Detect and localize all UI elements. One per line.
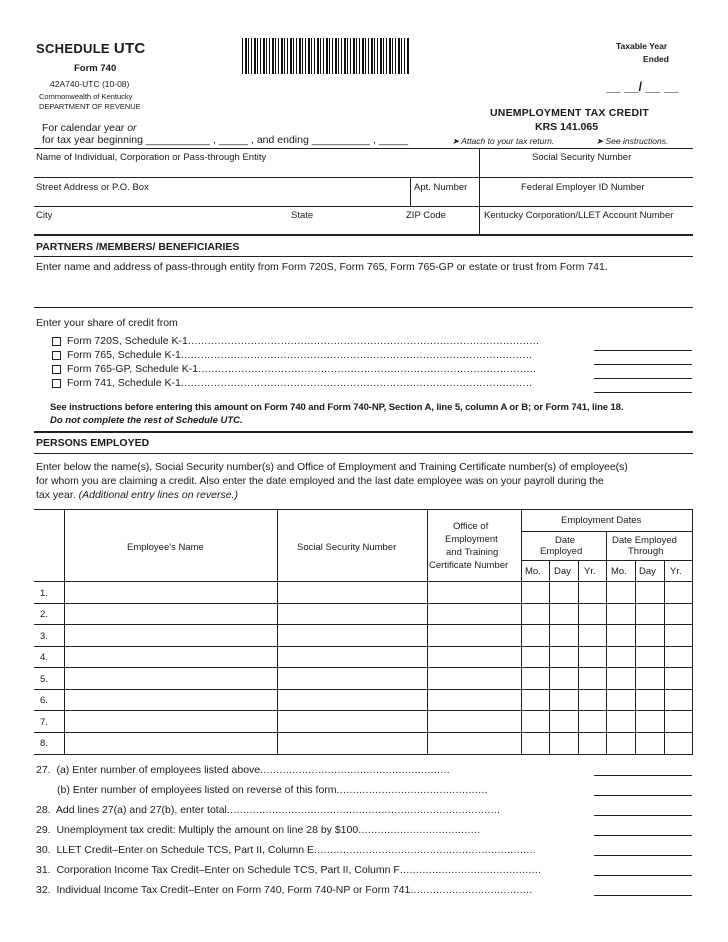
form-720s-label: Form 720S, Schedule K-1.......................................................................................................... xyxy=(67,335,540,347)
divider xyxy=(34,431,693,433)
row-number: 4. xyxy=(40,652,48,663)
divider xyxy=(34,307,693,308)
name-field[interactable] xyxy=(34,162,479,176)
persons-instruction-3: tax year. (Additional entry lines on reverse.) xyxy=(36,489,238,501)
zip-field[interactable] xyxy=(400,220,478,233)
employee-row-4[interactable] xyxy=(65,647,692,667)
form-765gp-label: Form 765-GP, Schedule K-1...................................................................................................... xyxy=(67,363,537,375)
row-number: 1. xyxy=(40,588,48,599)
line-28-amount-field[interactable] xyxy=(594,815,692,816)
form-765-checkbox[interactable] xyxy=(52,351,61,360)
row-number: 5. xyxy=(40,674,48,685)
divider xyxy=(34,256,693,257)
employee-row-2[interactable] xyxy=(65,604,692,624)
share-of-credit-label: Enter your share of credit from xyxy=(36,317,178,329)
divider xyxy=(34,148,693,149)
divider xyxy=(34,234,693,236)
tax-year-period-field[interactable]: for tax year beginning ___________ , _____ , and ending __________ , _____ xyxy=(42,134,409,146)
line-32: 32. Individual Income Tax Credit–Enter on Form 740, Form 740-NP or Form 741...................................... xyxy=(36,884,533,896)
krs-reference: KRS 141.065 xyxy=(535,121,599,133)
schedule-title xyxy=(36,40,146,57)
city-field-label: City xyxy=(36,210,53,221)
table-border xyxy=(34,509,693,510)
form-number: Form 740 xyxy=(74,63,117,74)
col-employee-name: Employee's Name xyxy=(127,542,204,553)
form-741-label: Form 741, Schedule K-1.......................................................................................................... xyxy=(67,377,533,389)
address-field[interactable] xyxy=(34,192,409,205)
line-29-amount-field[interactable] xyxy=(594,835,692,836)
see-instructions-note: ➤ See instructions. xyxy=(596,136,669,146)
line-28: 28. Add lines 27(a) and 27(b), enter total..................................................................................... xyxy=(36,804,501,816)
taxable-year-field[interactable]: __ __/ __ __ xyxy=(606,79,679,94)
city-field[interactable] xyxy=(34,220,284,233)
line-31: 31. Corporation Income Tax Credit–Enter on Schedule TCS, Part II, Column F............................................ xyxy=(36,864,542,876)
apt-field[interactable] xyxy=(411,192,478,205)
col-employment-dates: Employment Dates xyxy=(561,515,642,526)
form-741-amount-field[interactable] xyxy=(594,392,692,393)
col-yr-through: Yr. xyxy=(670,566,682,577)
divider xyxy=(34,453,693,454)
employee-row-1[interactable] xyxy=(65,582,692,603)
table-border xyxy=(521,560,693,561)
department: DEPARTMENT OF REVENUE xyxy=(39,102,141,111)
employee-row-6[interactable] xyxy=(65,690,692,710)
line-27b-amount-field[interactable] xyxy=(594,795,692,796)
schedule-name: UTC xyxy=(113,40,146,57)
apt-field-label: Apt. Number xyxy=(414,182,468,193)
table-border xyxy=(692,509,693,754)
persons-instruction-2: for whom you are claiming a credit. Also enter the date employed and the last date employee was on your payroll during the xyxy=(36,475,604,487)
line-30-amount-field[interactable] xyxy=(594,855,692,856)
row-number: 7. xyxy=(40,717,48,728)
form-720s-amount-field[interactable] xyxy=(594,350,692,351)
col-day-through: Day xyxy=(639,566,656,577)
table-border xyxy=(521,531,693,532)
col-date-through-2: Through xyxy=(628,546,664,557)
ended-label: Ended xyxy=(643,54,669,64)
line-27b: (b) Enter number of employees listed on reverse of this form............................................... xyxy=(57,784,488,796)
commonwealth: Commonwealth of Kentucky xyxy=(39,92,133,101)
form-741-checkbox[interactable] xyxy=(52,379,61,388)
ssn-field[interactable] xyxy=(481,162,691,176)
employee-row-5[interactable] xyxy=(65,668,692,689)
line-27a-amount-field[interactable] xyxy=(594,775,692,776)
fein-field-label: Federal Employer ID Number xyxy=(521,182,645,193)
row-number: 8. xyxy=(40,738,48,749)
ky-account-field[interactable] xyxy=(481,220,691,233)
line-32-amount-field[interactable] xyxy=(594,895,692,896)
line-29: 29. Unemployment tax credit: Multiply the amount on line 28 by $100...................................... xyxy=(36,824,481,836)
row-number: 2. xyxy=(40,609,48,620)
persons-instruction-1: Enter below the name(s), Social Security number(s) and Office of Employment and Training Certificate number(s) of employee(s) xyxy=(36,461,628,473)
col-day-employed: Day xyxy=(554,566,571,577)
col-office-1: Office of xyxy=(453,521,489,532)
attach-note: ➤ Attach to your tax return. xyxy=(452,136,555,146)
col-yr-employed: Yr. xyxy=(584,566,596,577)
address-field-label: Street Address or P.O. Box xyxy=(36,182,149,193)
partners-note: See instructions before entering this amount on Form 740 and Form 740-NP, Section A, line 5, column A or B; or Form 741, line 18. xyxy=(50,402,624,413)
col-ssn: Social Security Number xyxy=(297,542,397,553)
form-765-amount-field[interactable] xyxy=(594,364,692,365)
state-field-label: State xyxy=(291,210,314,221)
name-field-label: Name of Individual, Corporation or Pass-through Entity xyxy=(36,152,267,163)
col-date-through-1: Date Employed xyxy=(612,535,677,546)
row-number: 6. xyxy=(40,695,48,706)
form-765-label: Form 765, Schedule K-1.......................................................................................................... xyxy=(67,349,533,361)
partners-note-stop: Do not complete the rest of Schedule UTC. xyxy=(50,415,243,426)
schedule-prefix: SCHEDULE xyxy=(36,41,110,56)
col-mo-employed: Mo. xyxy=(525,566,541,577)
pass-through-entity-field[interactable] xyxy=(34,278,692,306)
table-border xyxy=(34,754,693,755)
row-number: 3. xyxy=(40,631,48,642)
form-765gp-amount-field[interactable] xyxy=(594,378,692,379)
form-title: UNEMPLOYMENT TAX CREDIT xyxy=(490,107,649,119)
line-30: 30. LLET Credit–Enter on Schedule TCS, Part II, Column E..................................................................... xyxy=(36,844,537,856)
employee-row-3[interactable] xyxy=(65,625,692,646)
ssn-field-label: Social Security Number xyxy=(532,152,632,163)
col-office-3: and Training xyxy=(446,547,499,558)
form-765gp-checkbox[interactable] xyxy=(52,365,61,374)
employee-row-8[interactable] xyxy=(65,733,692,754)
divider xyxy=(479,148,480,234)
partners-heading: PARTNERS /MEMBERS/ BENEFICIARIES xyxy=(36,241,240,253)
persons-heading: PERSONS EMPLOYED xyxy=(36,437,150,449)
barcode xyxy=(242,38,409,74)
form-720s-checkbox[interactable] xyxy=(52,337,61,346)
col-office-4: Certificate Number xyxy=(429,560,509,571)
col-date-employed-1: Date xyxy=(555,535,576,546)
fein-field[interactable] xyxy=(481,192,691,205)
col-office-2: Employment xyxy=(445,534,498,545)
col-mo-through: Mo. xyxy=(611,566,627,577)
calendar-year-label: For calendar year or xyxy=(42,122,137,134)
ky-account-field-label: Kentucky Corporation/LLET Account Number xyxy=(484,210,674,221)
partners-instruction: Enter name and address of pass-through entity from Form 720S, Form 765, Form 765-GP or estate or trust from Form 741. xyxy=(36,261,608,273)
taxable-year-label: Taxable Year xyxy=(616,41,668,51)
divider xyxy=(34,177,693,178)
zip-field-label: ZIP Code xyxy=(406,210,446,221)
form-code: 42A740-UTC (10-08) xyxy=(50,79,130,89)
employee-row-7[interactable] xyxy=(65,711,692,732)
line-31-amount-field[interactable] xyxy=(594,875,692,876)
line-27a: 27. (a) Enter number of employees listed above........................................................... xyxy=(36,764,450,776)
divider xyxy=(34,206,693,207)
col-date-employed-2: Employed xyxy=(540,546,583,557)
state-field[interactable] xyxy=(290,220,390,233)
